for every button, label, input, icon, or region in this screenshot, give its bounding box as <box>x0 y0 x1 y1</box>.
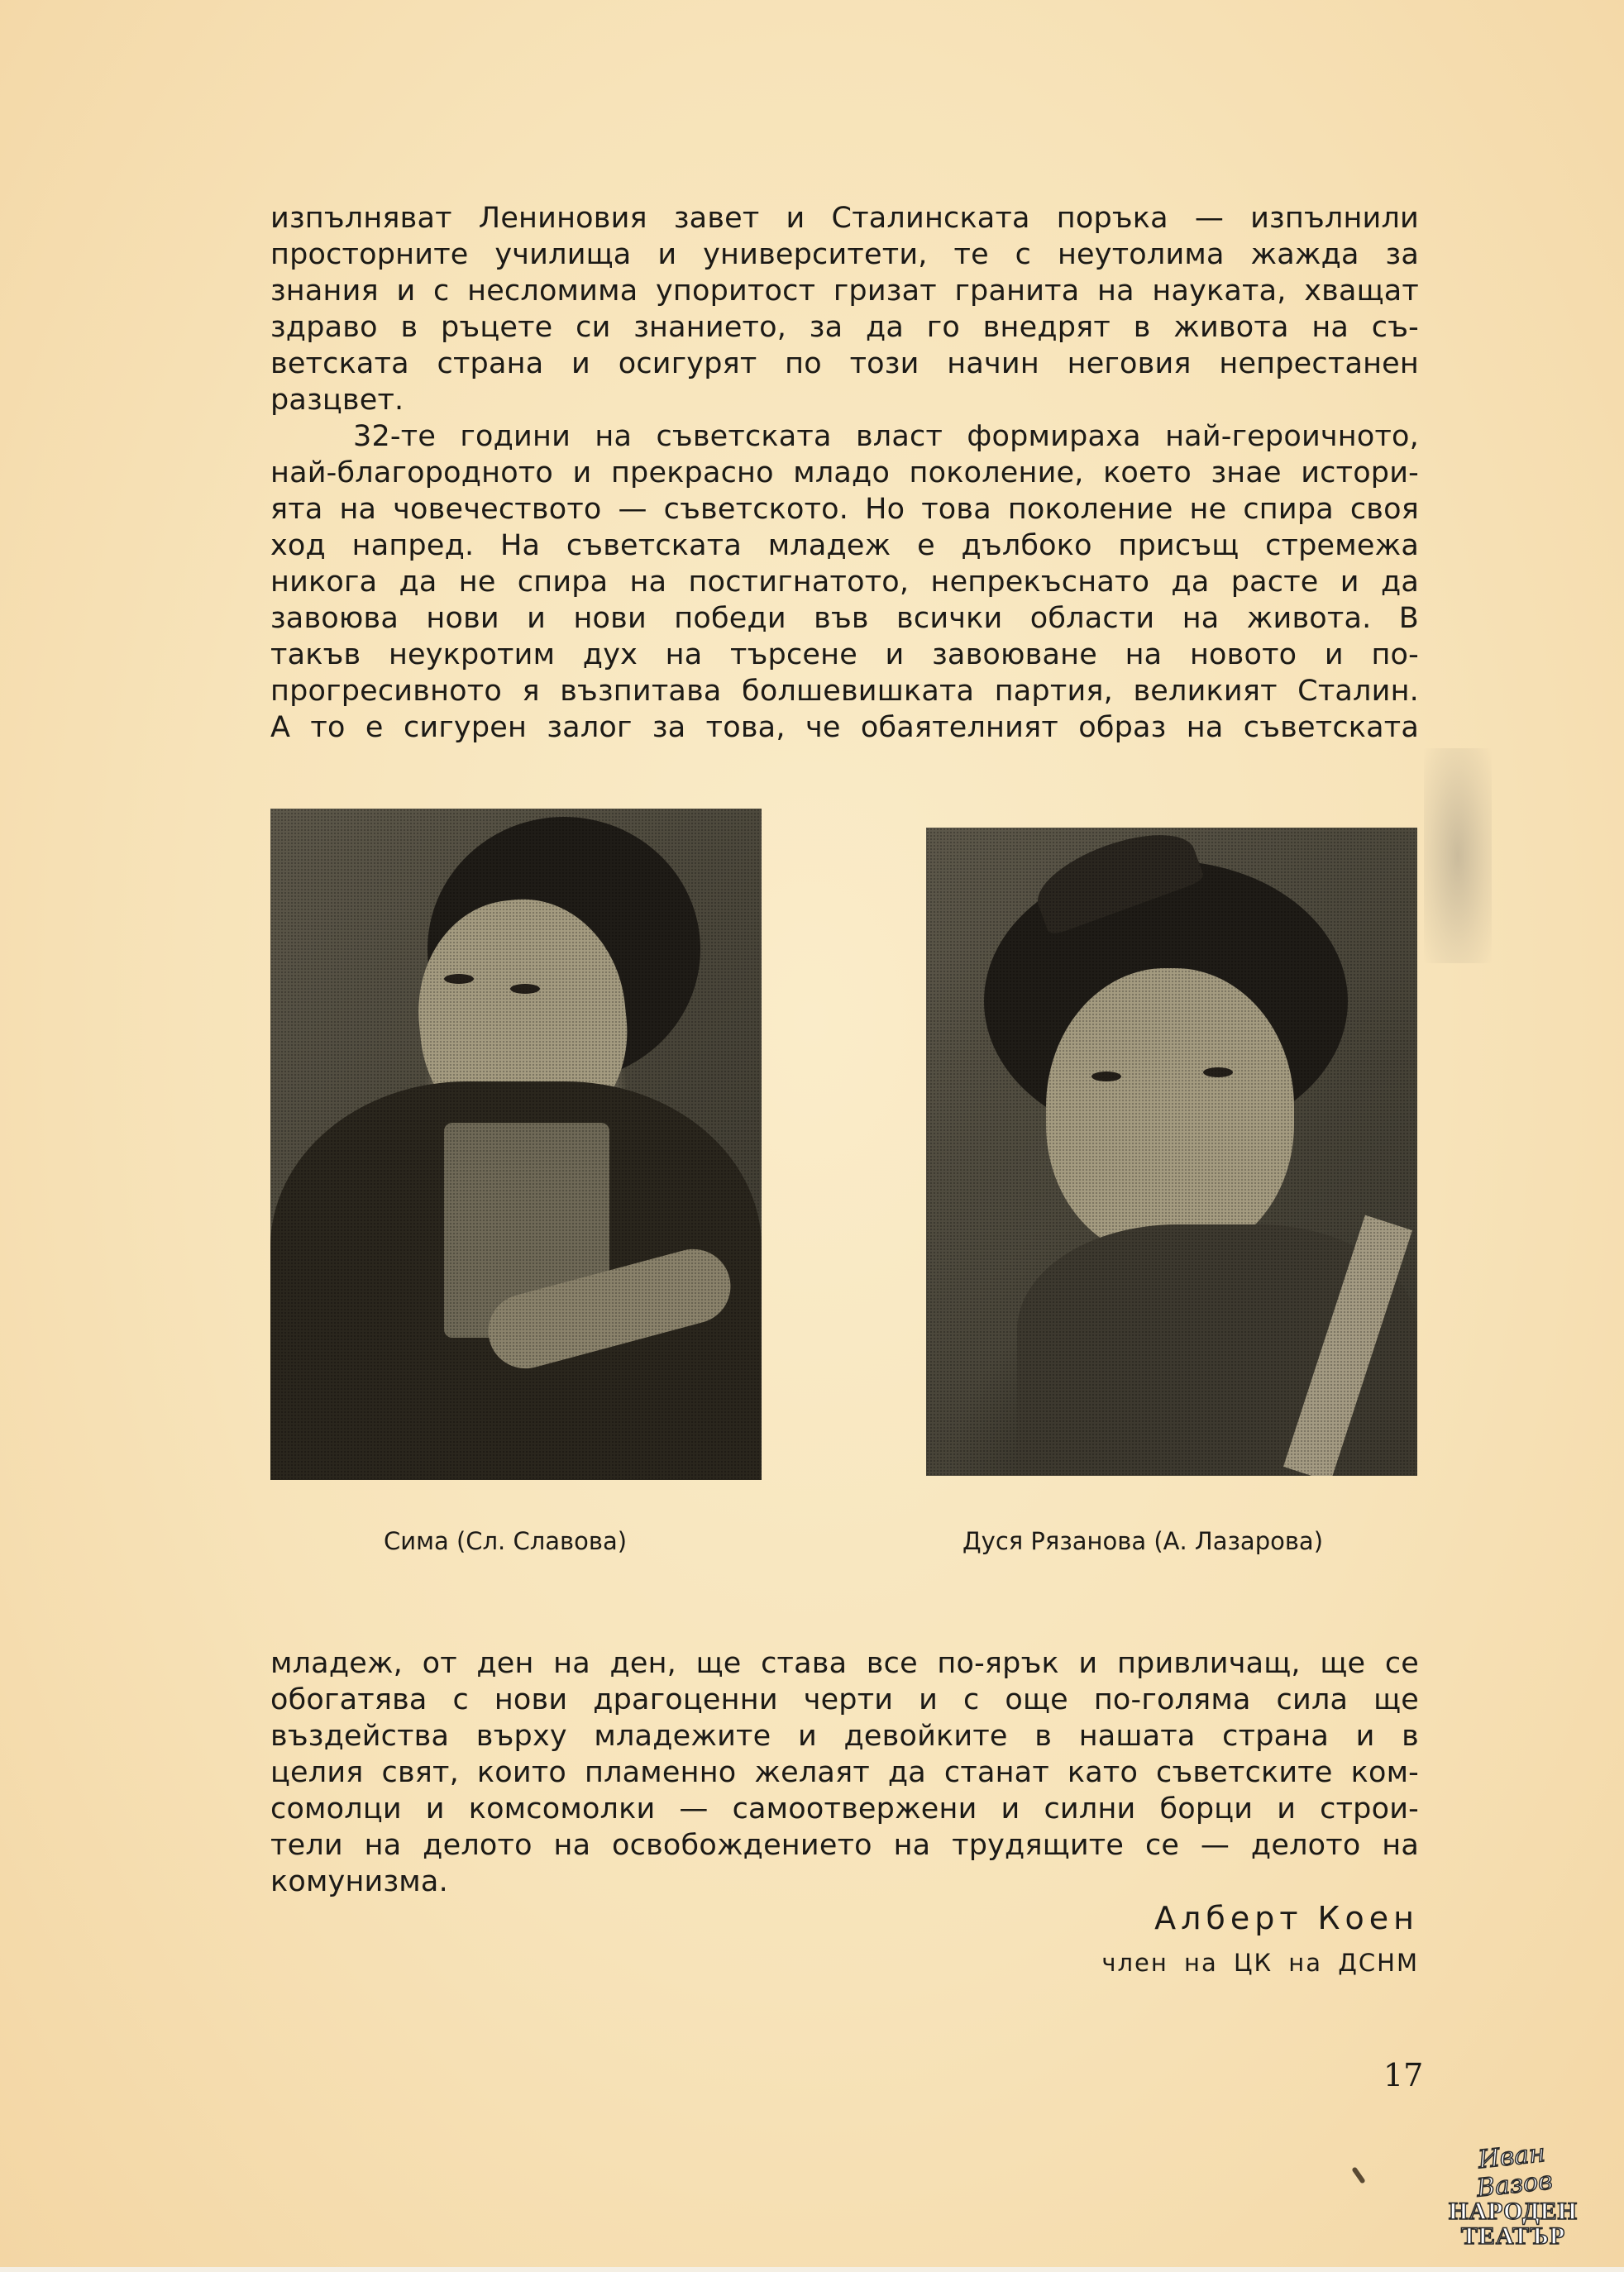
text-line: 32-те години на съветската власт формираха най-героичното, <box>353 420 1419 453</box>
photo-blouse <box>444 1123 609 1338</box>
photo-eye <box>510 984 540 994</box>
text-line: А то е сигурен залог за това, че обаятелният образ на съветската <box>270 711 1419 744</box>
author-role: член на ЦК на ДСНМ <box>1101 1949 1419 1977</box>
text-line: завоюва нови и нови победи във всички области на живота. В <box>270 602 1419 635</box>
logo-line2: ТЕАТЪР <box>1460 2222 1566 2250</box>
photo-eye <box>1091 1072 1121 1081</box>
text-line: тели на делото на освобождението на трудящите се — делото на <box>270 1829 1419 1862</box>
text-line: разцвет. <box>270 384 404 417</box>
text-line: изпълняват Лениновия завет и Сталинската поръка — изпълнили <box>270 202 1419 235</box>
text-line: обогатява с нови драгоценни черти и с още по-голяма сила ще <box>270 1683 1419 1716</box>
text-line: такъв неукротим дух на търсене и завоюване на новото и по- <box>270 638 1419 671</box>
photo-hands <box>480 1241 738 1377</box>
text-line: сомолци и комсомолки — самоотвержени и силни борци и строи- <box>270 1792 1419 1826</box>
photo-face <box>408 890 638 1150</box>
photo-caption-sima: Сима (Сл. Славова) <box>384 1527 628 1555</box>
photo-sima <box>270 809 762 1480</box>
photo-eye <box>444 974 474 984</box>
photo-eye <box>1203 1067 1233 1077</box>
text-line: никога да не спира на постигнатото, непрекъснато да расте и да <box>270 566 1419 599</box>
text-line: въздейства върху младежите и девойките в нашата страна и в <box>270 1720 1419 1753</box>
photo-body <box>1017 1224 1417 1476</box>
text-line: ход напред. На съветската младеж е дълбоко присъщ стремежа <box>270 529 1419 562</box>
author-name: Алберт Коен <box>1154 1900 1419 1936</box>
scan-edge <box>0 2267 1624 2272</box>
text-line: най-благородното и прекрасно младо поколение, което знае истори- <box>270 456 1419 489</box>
text-line: младеж, от ден на ден, ще става все по-ярък и привличащ, ще се <box>270 1647 1419 1680</box>
photo-caption-dusya: Дуся Рязанова (А. Лазарова) <box>962 1527 1324 1555</box>
national-theatre-logo <box>1443 2138 1583 2250</box>
photo-hair <box>427 817 700 1081</box>
photo-face <box>1046 968 1294 1258</box>
text-line: ветската страна и осигурят по този начин неговия непрестанен <box>270 347 1419 380</box>
paper-stain <box>1424 748 1492 963</box>
photo-cap <box>1027 828 1205 937</box>
photo-strap <box>1283 1215 1412 1476</box>
text-line: целия свят, които пламенно желаят да станат като съветските ком- <box>270 1756 1419 1789</box>
text-line: просторните училища и университети, те с неутолима жажда за <box>270 238 1419 271</box>
text-line: ята на човечеството — съветското. Но това поколение не спира своя <box>270 493 1419 526</box>
logo-line1: НАРОДЕН <box>1449 2198 1578 2225</box>
photo-dusya <box>926 828 1417 1476</box>
text-line: прогресивното я възпитава болшевишката партия, великият Сталин. <box>270 675 1419 708</box>
text-line: комунизма. <box>270 1865 448 1898</box>
photo-hair <box>984 861 1348 1142</box>
photo-body <box>270 1081 762 1480</box>
paper-speck <box>1351 2166 1366 2184</box>
text-line: здраво в ръцете си знанието, за да го внедрят в живота на съ- <box>270 311 1419 344</box>
logo-script: Иван Вазов <box>1475 2138 1555 2203</box>
text-line: знания и с несломима упоритост гризат гранита на науката, хващат <box>270 274 1419 308</box>
page-number: 17 <box>1383 2057 1424 2093</box>
